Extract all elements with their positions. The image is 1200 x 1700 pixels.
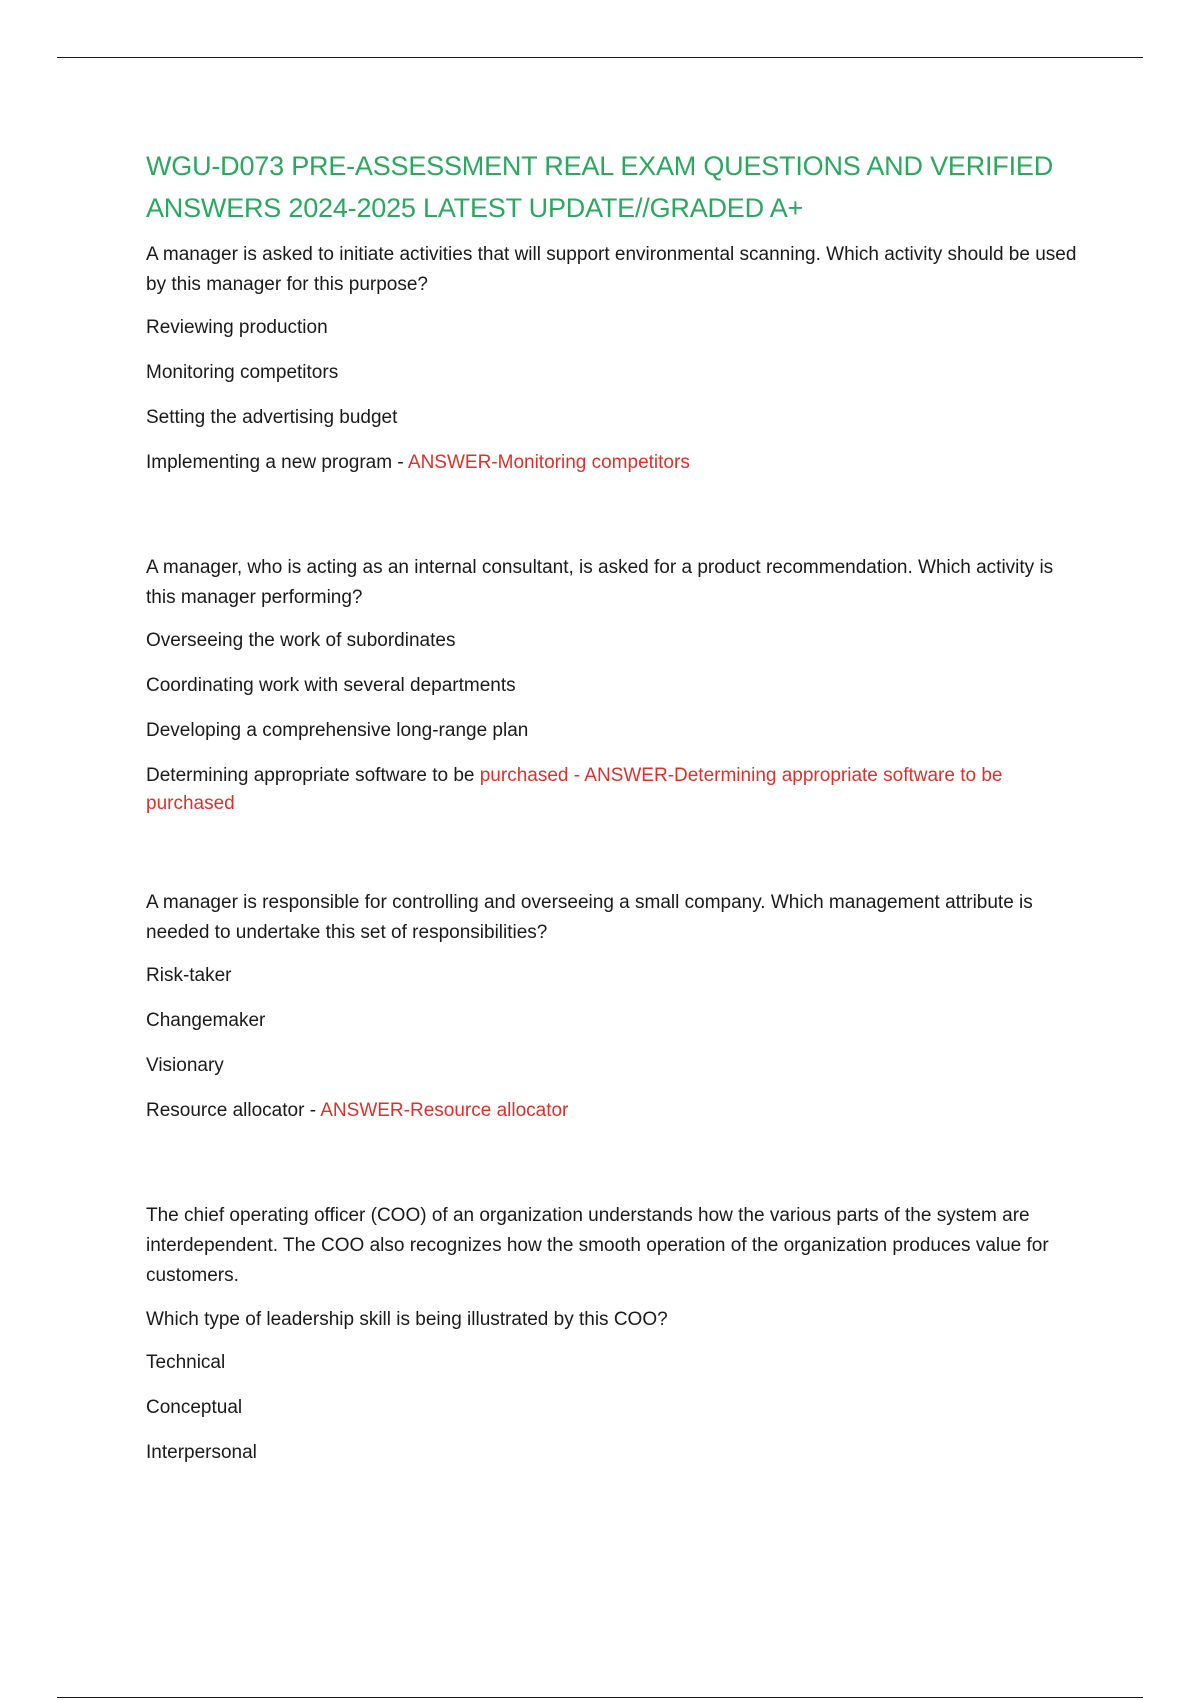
answer-option-text: Implementing a new program - [146, 452, 408, 473]
correct-answer: ANSWER-Monitoring competitors [407, 452, 690, 473]
answer-option: Setting the advertising budget [146, 407, 398, 428]
question-4 [146, 1201, 1081, 1467]
document-body [146, 145, 1081, 1484]
question-1 [146, 240, 1081, 477]
answer-option: Reviewing production [146, 317, 328, 338]
correct-answer: purchased - ANSWER-Determining appropriate software to be purchased [146, 765, 1003, 814]
answer-option: Conceptual [146, 1397, 243, 1418]
answer-option: Risk-taker [146, 965, 232, 986]
answer-option-text: Determining appropriate software to be [146, 765, 480, 786]
top-divider [57, 57, 1143, 58]
answer-option-final [146, 449, 1081, 477]
answer-option: Technical [146, 1352, 226, 1373]
answer-option: Visionary [146, 1055, 224, 1076]
question-prompt: A manager is responsible for controlling and overseeing a small company. Which management attribute is needed to undertake this set of responsibilities? [146, 892, 1033, 943]
answer-option: Monitoring competitors [146, 362, 339, 383]
answer-option: Developing a comprehensive long-range plan [146, 720, 529, 741]
question-3 [146, 888, 1081, 1125]
bottom-divider [57, 1697, 1143, 1698]
answer-option: Coordinating work with several departments [146, 675, 516, 696]
document-title: WGU-D073 PRE-ASSESSMENT REAL EXAM QUESTIONS AND VERIFIED ANSWERS 2024-2025 LATEST UPDATE//GRADED A+ [146, 151, 1053, 223]
question-prompt: A manager, who is acting as an internal consultant, is asked for a product recommendation. Which activity is this manager performing? [146, 557, 1054, 608]
answer-option: Interpersonal [146, 1442, 257, 1463]
question-prompt: A manager is asked to initiate activities that will support environmental scanning. Which activity should be used by this manager for this purpose? [146, 244, 1077, 295]
answer-option-final [146, 1097, 1081, 1125]
correct-answer: ANSWER-Resource allocator [320, 1100, 569, 1121]
question-sub-prompt: Which type of leadership skill is being illustrated by this COO? [146, 1309, 668, 1330]
answer-option-text: Resource allocator - [146, 1100, 321, 1121]
question-prompt: The chief operating officer (COO) of an organization understands how the various parts of the system are interdependent. The COO also recognizes how the smooth operation of the organization produces value for customers. [146, 1205, 1049, 1286]
answer-option-final [146, 762, 1081, 818]
answer-option: Overseeing the work of subordinates [146, 630, 456, 651]
question-2 [146, 553, 1081, 818]
answer-option: Changemaker [146, 1010, 266, 1031]
